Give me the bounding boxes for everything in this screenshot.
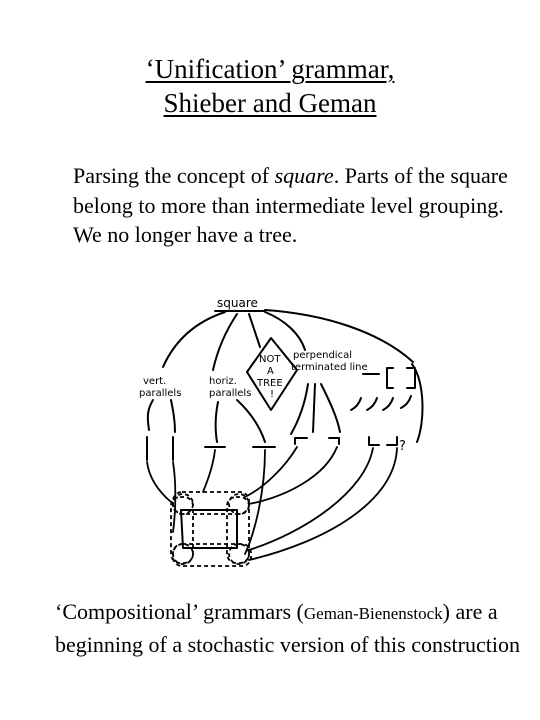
horiz-label-2: parallels <box>209 388 252 399</box>
horiz-label-1: horiz. <box>209 376 237 387</box>
footer-text-1: ‘Compositional’ grammars ( <box>55 599 304 624</box>
not-label-1: NOT <box>259 354 281 365</box>
edge-root-horiz <box>213 314 237 370</box>
edge-vert-right <box>171 400 175 432</box>
footer-paragraph <box>55 596 525 660</box>
edge-perp-1 <box>291 384 308 434</box>
body-emphasis: square <box>274 163 334 188</box>
corner-2 <box>329 438 339 444</box>
not-label-3: TREE <box>257 378 283 389</box>
tick-4 <box>401 396 411 408</box>
perp-label-1: perpendical <box>293 350 352 361</box>
edge-horiz-left <box>216 402 218 442</box>
right-bracket-left <box>387 368 393 388</box>
right-bracket-right <box>407 368 415 388</box>
corner-1 <box>295 438 307 444</box>
link-corner-1 <box>245 447 297 497</box>
vert-label-1: vert. <box>143 376 167 387</box>
edge-horiz-right <box>237 400 265 442</box>
tick-2 <box>367 398 377 410</box>
slide-title <box>0 52 540 120</box>
footer-text-2: Geman-Bienenstock <box>303 604 443 623</box>
body-text-end: . Parts of the square belong to more than intermediate level grouping. We no longer have a tree. <box>73 163 508 247</box>
title-line-2: Shieber and Geman <box>163 88 377 118</box>
vert-label-2: parallels <box>139 388 182 399</box>
hand-drawn-diagram <box>125 292 425 577</box>
root-label: square <box>217 296 258 310</box>
title-line-1: ‘Unification’ grammar, <box>145 54 395 84</box>
edge-root-not <box>249 314 260 347</box>
not-label-4: ! <box>270 389 275 400</box>
edge-right-down <box>412 364 422 442</box>
perp-label-2: terminated line <box>291 362 368 373</box>
not-label-2: A <box>267 366 274 377</box>
tick-3 <box>383 398 393 410</box>
body-paragraph <box>73 161 513 250</box>
link-horiz-top <box>203 450 215 492</box>
tick-1 <box>351 398 361 410</box>
square-solid <box>181 510 237 548</box>
corner-3 <box>369 437 379 445</box>
link-corner-4 <box>249 448 397 560</box>
body-text-start: Parsing the concept of <box>73 163 275 188</box>
footer-text-3: ) are a beginning of a stochastic version of this construction <box>55 599 520 657</box>
edge-root-perp <box>265 312 305 350</box>
question-label: ? <box>399 439 406 454</box>
corner-4 <box>387 437 397 445</box>
edge-perp-3 <box>321 384 340 432</box>
link-vert-left <box>147 462 171 502</box>
edge-vert-left <box>148 400 153 430</box>
edge-perp-2 <box>313 384 315 432</box>
